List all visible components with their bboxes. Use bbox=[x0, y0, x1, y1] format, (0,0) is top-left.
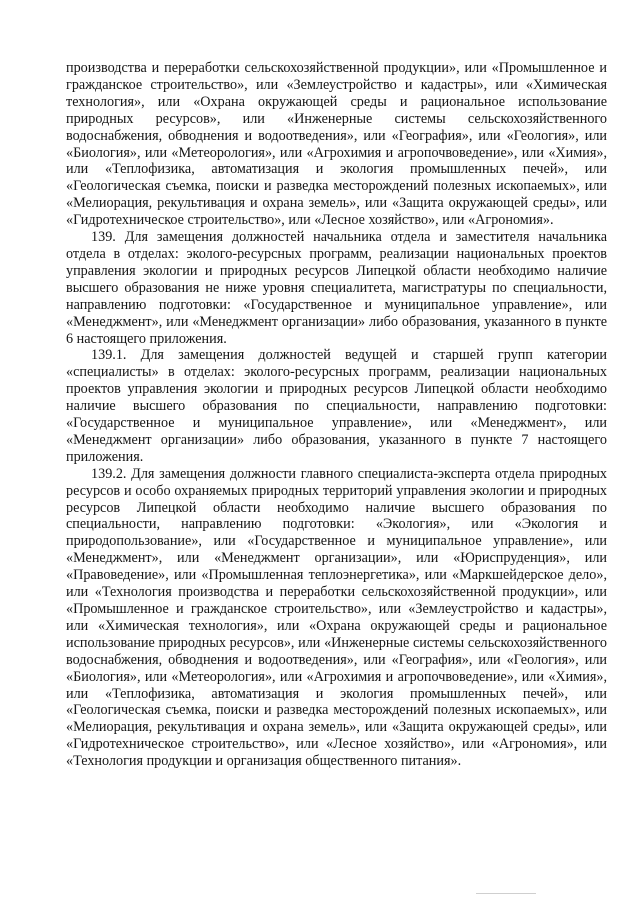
document-page bbox=[66, 60, 607, 770]
paragraph-139-1: 139.1. Для замещения должностей ведущей и старшей групп категории «специалисты» в отделах: эколого-ресурсных программ, реализации национальных проектов управления экологии и природных ресурсов Липецкой области необходимо наличие высшего образования по специальности, направлению подготовки: «Государственное и муниципальное управление», или «Менеджмент», или «Менеджмент организации» либо образования, указанного в пункте 7 настоящего приложения. bbox=[66, 347, 607, 465]
paragraph-continuation: производства и переработки сельскохозяйственной продукции», или «Промышленное и гражданское строительство», или «Землеустройство и кадастры», или «Химическая технология», или «Охрана окружающей среды и рациональное использование природных ресурсов», или «Инженерные системы сельскохозяйственного водоснабжения, обводнения и водоотведения», или «География», или «Геология», или «Биология», или «Метеорология», или «Агрохимия и агропочвоведение», или «Химия», или «Теплофизика, автоматизация и экология промышленных печей», или «Геологическая съемка, поиски и разведка месторождений полезных ископаемых», или «Мелиорация, рекультивация и охрана земель», или «Защита окружающей среды», или «Гидротехническое строительство», или «Лесное хозяйство», или «Агрономия». bbox=[66, 60, 607, 229]
scan-artifact-line bbox=[476, 893, 536, 894]
paragraph-139: 139. Для замещения должностей начальника отдела и заместителя начальника отдела в отделах: эколого-ресурсных программ, реализации национальных проектов управления экологии и природных ресурсов Липецкой области необходимо наличие высшего образования не ниже уровня специалитета, магистратуры по специальности, направлению подготовки: «Государственное и муниципальное управление», или «Менеджмент», или «Менеджмент организации» либо образования, указанного в пункте 6 настоящего приложения. bbox=[66, 229, 607, 347]
paragraph-139-2: 139.2. Для замещения должности главного специалиста-эксперта отдела природных ресурсов и особо охраняемых природных территорий управления экологии и природных ресурсов Липецкой области необходимо наличие высшего образования по специальности, направлению подготовки: «Экология», или «Экология и природопользование», или «Государственное и муниципальное управление», или «Менеджмент», или «Менеджмент организации», или «Юриспруденция», или «Правоведение», или «Промышленная теплоэнергетика», или «Маркшейдерское дело», или «Технология производства и переработки сельскохозяйственной продукции», или «Промышленное и гражданское строительство», или «Землеустройство и кадастры», или «Химическая технология», или «Охрана окружающей среды и рациональное использование природных ресурсов», или «Инженерные системы сельскохозяйственного водоснабжения, обводнения и водоотведения», или «География», или «Геология», или «Биология», или «Метеорология», или «Агрохимия и агропочвоведение», или «Химия», или «Теплофизика, автоматизация и экология промышленных печей», или «Геологическая съемка, поиски и разведка месторождений полезных ископаемых», или «Мелиорация, рекультивация и охрана земель», или «Защита окружающей среды», или «Гидротехническое строительство», или «Лесное хозяйство», или «Агрономия», или «Технология продукции и организация общественного питания». bbox=[66, 465, 607, 770]
